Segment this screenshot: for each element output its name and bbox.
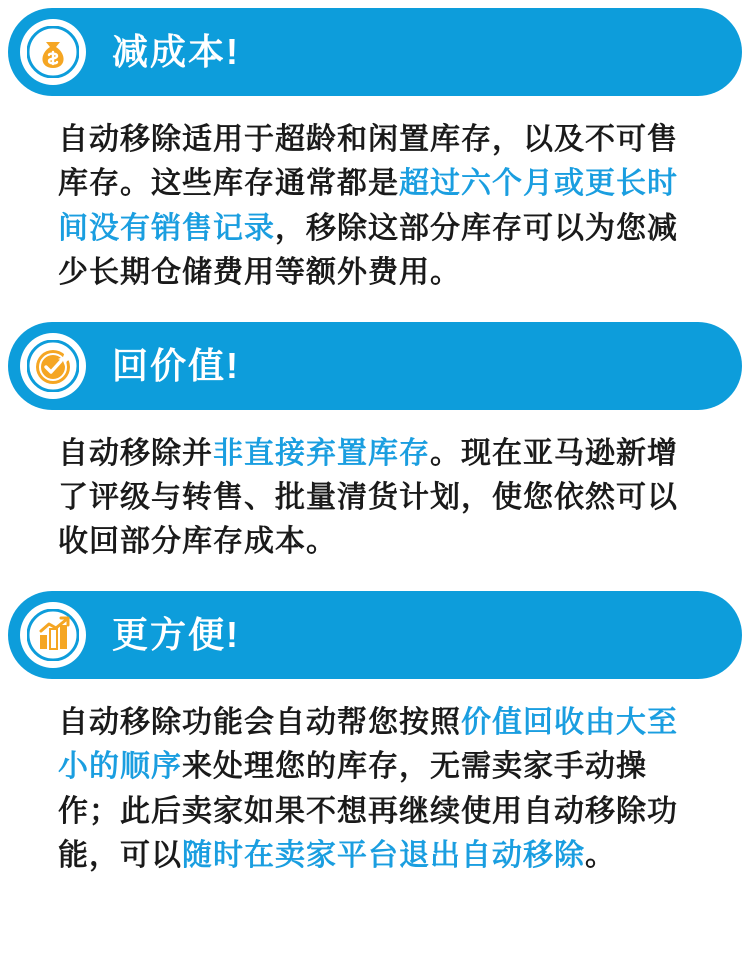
section-banner — [8, 8, 742, 96]
section-paragraph — [0, 410, 750, 565]
text-run-highlight: 随时在卖家平台退出自动移除 — [182, 838, 585, 872]
money-bag-icon — [20, 19, 86, 85]
section-title: 回价值! — [112, 344, 240, 386]
section-reduce-cost — [0, 8, 750, 296]
banner-wrapper — [0, 322, 750, 410]
section-more-convenient — [0, 591, 750, 879]
bar-chart-icon — [20, 602, 86, 668]
section-title: 更方便! — [112, 613, 240, 655]
text-run-highlight: 超过六个月或更长时间没有销售记录 — [58, 167, 678, 245]
section-banner — [8, 591, 742, 679]
check-coin-icon — [20, 333, 86, 399]
text-run-highlight: 非直接弃置库存 — [213, 436, 430, 470]
section-banner — [8, 322, 742, 410]
section-recover-value — [0, 322, 750, 565]
banner-wrapper — [0, 591, 750, 679]
text-run-highlight: 价值回收由大至小的顺序 — [58, 705, 678, 784]
text-run: ，移除这部分库存可以为您减少长期仓储费用等额外费用。 — [58, 211, 678, 290]
section-paragraph — [0, 96, 750, 296]
banner-wrapper — [0, 8, 750, 96]
text-run: 自动移除适用于超龄和闲置库存，以及不可售库存。这些库存通常都是 — [58, 123, 678, 201]
section-title: 减成本! — [112, 31, 240, 72]
text-run: 自动移除并 — [58, 436, 213, 470]
text-run: 。现在亚马逊新增了评级与转售、批量清货计划，使您依然可以收回部分库存成本。 — [58, 436, 678, 559]
section-paragraph — [0, 679, 750, 879]
infographic-page — [0, 8, 750, 958]
text-run: 。 — [585, 838, 616, 872]
text-run: 自动移除功能会自动帮您按照 — [58, 705, 461, 739]
text-run: 来处理您的库存，无需卖家手动操作；此后卖家如果不想再继续使用自动移除功能，可以 — [58, 750, 678, 872]
